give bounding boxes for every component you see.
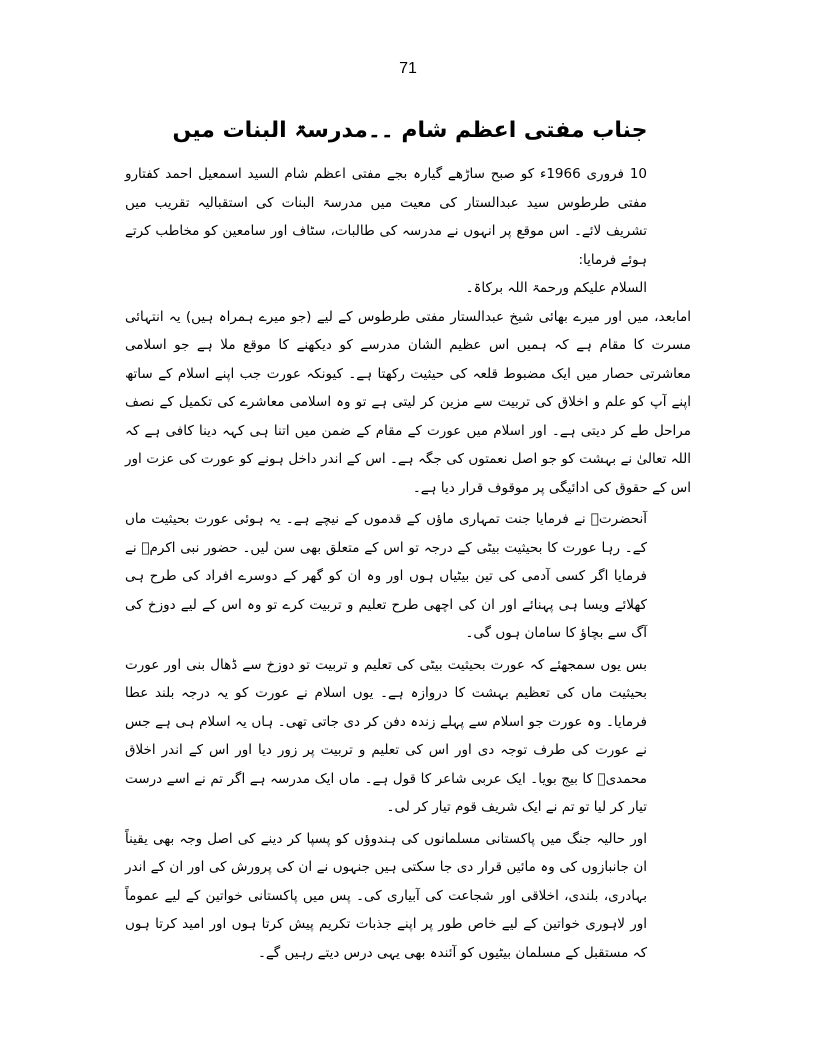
page-number: 71 bbox=[399, 60, 417, 77]
article-title: جناب مفتی اعظم شام ۔۔مدرسۃ البنات میں bbox=[172, 118, 648, 143]
paragraph-intro: 10 فروری 1966ء کو صبح ساڑھے گیارہ بجے مفتی اعظم شام السید اسمعیل احمد کفتارو مفتی طرطوس سید عبدالستار کی معیت میں مدرسۃ البنات کی استقبالیہ تقریب میں تشریف لائے۔ اس موقع پر انہوں نے مدرسہ کی طالبات، سٹاف اور سامعین کو مخاطب کرتے ہوئے فرمایا: bbox=[125, 166, 647, 268]
paragraph-speech-1: امابعد، میں اور میرے بھائی شیخ عبدالستار مفتی طرطوس کے لیے (جو میرے ہمراہ ہیں) یہ انتہائی مسرت کا مقام ہے کہ ہمیں اس عظیم الشان مدرسے کو دیکھنے کا موقع ملا ہے جو اسلامی معاشرتی حصار میں ایک مضبوط قلعہ کی حیثیت رکھتا ہے۔ کیونکہ عورت جب اپنے اسلام کے ساتھ اپنے آپ کو علم و اخلاق کی تربیت سے مزین کر لیتی ہے تو وہ اسلامی معاشرے کی تکمیل کے نصف مراحل طے کر دیتی ہے۔ اور اسلام میں عورت کے مقام کے ضمن میں اتنا ہی کہہ دینا کافی ہے کہ اللہ تعالیٰ نے بہشت کو جو اصل نعمتوں کی جگہ ہے۔ اس کے اندر داخل ہونے کو عورت کی عزت اور اس کے حقوق کی ادائیگی پر موقوف قرار دیا ہے۔ bbox=[125, 308, 691, 496]
paragraph-speech-4: اور حالیہ جنگ میں پاکستانی مسلمانوں کی ہندوؤں کو پسپا کر دینے کی اصل وجہ بھی یقیناً ان جانبازوں کی وہ مائیں قرار دی جا سکتی ہیں جنہوں نے ان کی پرورش کی اور ان کے اندر بہادری، بلندی، اخلاقی اور شجاعت کی آبیاری کی۔ پس میں پاکستانی خواتین کے لیے عموماً اور لاہوری خواتین کے لیے خاص طور پر اپنے جذبات تکریم پیش کرتا ہوں اور امید کرتا ہوں کہ مستقبل کے مسلمان بیٹیوں کو آئندہ بھی یہی درس دیتے رہیں گے۔ bbox=[125, 830, 647, 961]
paragraph-speech-3: بس یوں سمجھئے کہ عورت بحیثیت بیٹی کی تعلیم و تربیت تو دوزخ سے ڈھال بنی اور عورت بحیثیت ماں کی تعظیم بہشت کا دروازہ ہے۔ یوں اسلام نے عورت کو یہ درجہ بلند عطا فرمایا۔ وہ عورت جو اسلام سے پہلے زندہ دفن کر دی جاتی تھی۔ ہاں یہ اسلام ہی ہے جس نے عورت کی طرف توجہ دی اور اس کی تعلیم و تربیت پر زور دیا اور اس کے اندر اخلاق محمدیؐ کا بیج بویا۔ ایک عربی شاعر کا قول ہے۔ ماں ایک مدرسہ ہے اگر تم نے اسے درست تیار کر لیا تو تم نے ایک شریف قوم تیار کر لی۔ bbox=[125, 656, 647, 815]
paragraph-greeting: السلام علیکم ورحمۃ اللہ برکاۃ۔ bbox=[465, 280, 647, 296]
paragraph-speech-2: آنحضرتؐ نے فرمایا جنت تمہاری ماؤں کے قدموں کے نیچے ہے۔ یہ ہوئی عورت بحیثیت ماں کے۔ رہا عورت کا بحیثیت بیٹی کے درجہ تو اس کے متعلق بھی سن لیں۔ حضور نبی اکرمؐ نے فرمایا اگر کسی آدمی کی تین بیٹیاں ہوں اور وہ ان کو گھر کے دوسرے افراد کی طرح ہی کھلائے ویسا ہی پہنائے اور ان کی اچھی طرح تعلیم و تربیت کرے تو وہ اس کے لیے دوزخ کی آگ سے بچاؤ کا سامان ہوں گی۔ bbox=[125, 511, 647, 641]
article-body bbox=[125, 160, 691, 967]
